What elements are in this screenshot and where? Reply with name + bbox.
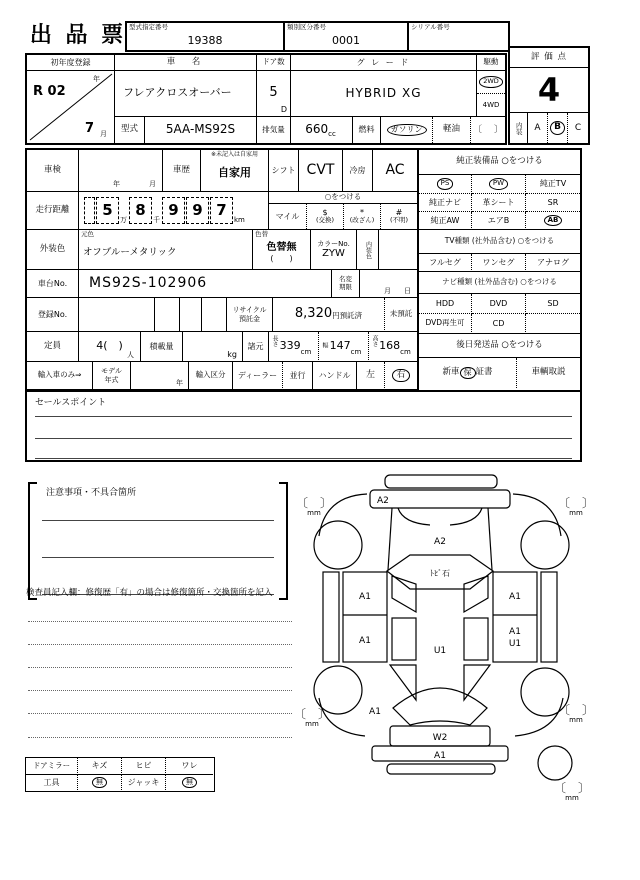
warranty-cell (419, 358, 517, 388)
mark-floor: U1 (433, 646, 447, 656)
tread-spare-bracket: 〔 〕 (553, 781, 590, 795)
mark-left-rear-door: A1 (359, 636, 371, 646)
score-label: 評 価 点 (510, 48, 588, 68)
reg-no-cell-4 (202, 298, 227, 332)
capacity-number: 4( ) (96, 339, 123, 353)
dim-width-label: 幅 (321, 342, 328, 348)
wheel-front-left (314, 521, 362, 569)
inspector-note: 検査員記入欄：修復歴「有」の場合は修復箇所・交換箇所を記入 (26, 588, 273, 598)
front-bumper-strip (385, 475, 497, 488)
model-designation-value: 19388 (187, 34, 223, 48)
rocker-left (323, 572, 339, 662)
repaint-label: 色替 (255, 230, 268, 238)
interior-grade-b-circled: B (550, 121, 565, 135)
dim-width-value: 147 (329, 339, 351, 353)
caution-bracket-left (28, 482, 37, 600)
shift-label: シフト (269, 150, 299, 192)
tread-rear-right (554, 704, 598, 724)
odometer-tamper-symbol: * (360, 208, 364, 218)
import-type-label: 輸入区分 (189, 362, 233, 390)
tread-front-left (292, 497, 336, 517)
shift-value: CVT (299, 150, 343, 192)
handle-label: ハンドル (313, 362, 357, 390)
reg-no-label: 登録No. (27, 298, 79, 332)
mark-left-front-door: A1 (359, 592, 371, 602)
equipment-column (417, 150, 580, 390)
fuel-gasoline (381, 117, 433, 143)
ext-color-label: 外装色 (27, 230, 79, 270)
mark-front-panel: A2 (377, 496, 389, 506)
jack-none-circled: 無 (182, 777, 197, 789)
model-designation-cell (127, 23, 285, 50)
car-name-header: 車 名 (115, 55, 257, 71)
warranty-pre: 新車 (442, 367, 460, 378)
model-year-unit: 年 (176, 378, 183, 387)
dim-height-label: 高さ (371, 335, 378, 347)
interior-label (510, 113, 528, 143)
sales-point-label: セールスポイント (35, 398, 107, 408)
interior-label-text: 内装 (514, 121, 523, 135)
equip-navi: 純正ナビ (419, 194, 472, 212)
tread-front-left-mm: mm (307, 509, 321, 517)
mileage-sen-unit: 千 (153, 215, 160, 224)
repaint-cell (253, 230, 311, 270)
class-code-label: 類別区分番号 (287, 23, 326, 31)
color-no-cell (311, 230, 357, 270)
inspector-line-2 (28, 644, 292, 645)
history-note: ※未記入は自家用 (210, 151, 259, 158)
capacity-label: 定員 (27, 332, 79, 362)
equip-tv: 純正TV (526, 175, 580, 194)
odometer-tamper (344, 204, 381, 229)
handle-right (385, 362, 417, 390)
spare-tire (538, 746, 572, 780)
tread-spare-mm: mm (565, 794, 579, 802)
cool-label: 冷房 (343, 150, 373, 192)
detail-block (25, 148, 582, 462)
tread-front-right-mm: mm (569, 509, 583, 517)
mirror-crack: ヒビ (122, 758, 166, 775)
navi-dvd-play: DVD再生可 (419, 314, 472, 334)
sales-point-section (27, 390, 580, 460)
grade-header: グ レ ー ド (291, 55, 477, 71)
model-code-label: 型式 (115, 117, 145, 143)
tv-analog: アナログ (526, 254, 580, 272)
recycle-label (227, 298, 273, 332)
chassis-label: 車台No. (27, 270, 79, 298)
sales-line-1 (35, 416, 572, 417)
inspector-line-3 (28, 667, 292, 668)
navi-sd: SD (526, 294, 580, 314)
main-table (25, 53, 507, 145)
drive-2wd-circled: 2WD (479, 76, 503, 87)
cool-value: AC (373, 150, 417, 192)
mileage-digits (79, 192, 269, 230)
doors-count: 5 (269, 85, 278, 101)
tools-label: 工具 (26, 775, 78, 790)
drive-header: 駆動 (477, 55, 505, 71)
dims-label: 諸元 (243, 332, 269, 362)
dim-length-unit: cm (300, 347, 312, 356)
name-change-date (360, 270, 417, 298)
tv-one-seg: ワンセグ (472, 254, 526, 272)
mirror-break: ワレ (166, 758, 213, 775)
headlight-left (398, 508, 430, 525)
page-title: 出 品 票 (29, 23, 127, 49)
equip-ab-circled: AB (544, 215, 563, 227)
pillar-left (388, 508, 392, 570)
interior-grade-a: A (528, 113, 548, 143)
name-change-label-2: 期限 (339, 282, 352, 291)
tread-rear-left (290, 708, 334, 728)
mirror-tools-table (25, 757, 215, 792)
odometer-tamper-label: (改ざん) (349, 216, 375, 225)
dim-length-label: 長さ (271, 335, 278, 347)
model-year-label (93, 362, 131, 390)
fuel-paren-open: 〔 (473, 124, 483, 135)
navi-dvd: DVD (472, 294, 526, 314)
headlight-right (450, 508, 482, 525)
load-unit: kg (227, 349, 237, 359)
door-mirror-label: ドアミラー (26, 758, 78, 775)
model-year-label-2: 年式 (104, 375, 119, 384)
jack-none (166, 775, 213, 790)
repaint-paren: ( ) (270, 253, 293, 263)
first-reg-era: R 02 (33, 84, 66, 99)
recycle-amount-number: 8,320 (294, 306, 333, 322)
import-parallel: 並行 (283, 362, 313, 390)
shaken-label: 車検 (27, 150, 79, 192)
mileage-digit-empty (84, 197, 95, 224)
sales-line-2 (35, 438, 572, 439)
shaken-year-suffix: 年 (113, 179, 120, 188)
fuel-diesel: 軽油 (433, 117, 471, 143)
first-reg-cell (27, 71, 115, 143)
odometer-exchange-symbol: $ (322, 208, 328, 218)
navi-type-header: ナビ種類 (社外品含む) ○をつける (419, 272, 580, 294)
tread-front-left-bracket: 〔 〕 (295, 496, 332, 510)
orig-color-label: 元色 (81, 230, 94, 238)
tread-rear-left-bracket: 〔 〕 (293, 707, 330, 721)
mark-left-quarter: A1 (369, 707, 381, 717)
int-color-value-cell (379, 230, 417, 270)
chassis-value: MS92S-102906 (79, 270, 332, 298)
interior-grade-b (548, 113, 568, 143)
orig-color-value: オフブルーメタリック (83, 247, 177, 259)
mark-right-rear-door-a1: A1 (509, 627, 521, 637)
navi-blank (526, 314, 580, 334)
mark-rear-gate: W2 (432, 733, 448, 743)
equip-ps (419, 175, 472, 194)
mileage-digit-3: 7 (210, 197, 233, 224)
color-no-value: ZYW (322, 247, 345, 259)
first-reg-year-suffix: 年 (93, 75, 100, 83)
header-code-boxes (125, 21, 510, 52)
capacity-unit: 人 (127, 350, 134, 359)
odometer-exchange (307, 204, 344, 229)
model-year-label-1: モデル (101, 367, 122, 376)
tools-none-circled: 無 (92, 777, 107, 789)
fuel-gasoline-circled: ガソリン (387, 124, 427, 137)
mark-rear-bumper: A1 (434, 751, 446, 761)
tv-type-header: TV種類 (社外品含む) ○をつける (419, 230, 580, 254)
name-change-label-1: 名変 (339, 275, 352, 284)
window-strip-right-front (464, 576, 488, 612)
name-change-month: 月 (384, 286, 391, 295)
inspector-line-6 (28, 737, 292, 738)
drive-2wd (477, 71, 505, 94)
fuel-other (471, 117, 505, 143)
equip-ps-circled: PS (437, 178, 454, 190)
inspector-line-4 (28, 690, 292, 691)
score-box (508, 46, 590, 145)
model-year-value (131, 362, 189, 390)
int-color-label-cell (357, 230, 379, 270)
caution-line-2 (42, 557, 274, 558)
name-change-label (332, 270, 360, 298)
sales-line-3 (35, 458, 572, 459)
dim-width-unit: cm (350, 347, 362, 356)
mark-hood: A2 (434, 537, 446, 547)
dim-length (269, 332, 319, 362)
displacement-value (291, 117, 353, 143)
displacement-unit: cc (328, 129, 336, 138)
mileage-label: 走行距離 (27, 192, 79, 230)
model-designation-label: 型式指定番号 (129, 23, 168, 31)
car-name-value: フレアクロスオーバー (115, 71, 257, 117)
displacement-number: 660 (305, 122, 329, 137)
fuel-paren-close: 〕 (493, 124, 503, 135)
mileage-man-unit: 万 (120, 215, 127, 224)
shaken-date-cell (79, 150, 163, 192)
rear-window (393, 688, 487, 725)
window-strip-left-rear (392, 618, 416, 660)
mark-windshield: ﾄﾋﾞ石 (430, 569, 450, 578)
capacity-value (79, 332, 141, 362)
tread-rear-right-mm: mm (569, 716, 583, 724)
rear-bumper-lower (387, 764, 495, 774)
class-code-cell (285, 23, 409, 50)
mileage-sen-digit: 8 (129, 197, 152, 224)
model-code-value: 5AA-MS92S (145, 117, 257, 143)
recycle-label-2: 預託金 (239, 314, 260, 323)
equip-aw: 純正AW (419, 212, 472, 230)
first-reg-month: 7 (84, 121, 94, 137)
import-dealer: ディーラー (233, 362, 283, 390)
equip-pw-circled: PW (489, 178, 508, 190)
import-label: 輸入車のみ⇒ (27, 362, 93, 390)
odometer-unknown (381, 204, 417, 229)
name-change-day: 日 (404, 286, 411, 295)
tread-rear-left-mm: mm (305, 720, 319, 728)
jack-label: ジャッキ (122, 775, 166, 790)
warranty-post: 証書 (475, 367, 493, 378)
wheel-front-right (521, 521, 569, 569)
color-no-label: カラーNo. (317, 239, 350, 248)
caution-bracket-right (279, 482, 288, 600)
odometer-exchange-label: (交換) (315, 216, 335, 225)
odometer-unknown-label: (不明) (389, 216, 409, 225)
later-ship-header: 後日発送品 ○をつける (419, 334, 580, 358)
mileage-man-digit: 5 (96, 197, 119, 224)
recycle-label-1: リサイクル (232, 306, 267, 315)
manual-cell: 車輌取説 (531, 367, 566, 378)
reg-no-cell-3 (180, 298, 202, 332)
reg-no-cell-2 (155, 298, 180, 332)
warranty-circled: 保 (460, 367, 476, 380)
odometer-unknown-symbol: # (395, 208, 403, 218)
pillar-right (488, 508, 492, 570)
repaint-value: 色替無 (266, 242, 297, 254)
grade-value: HYBRID XG (291, 71, 477, 117)
window-strip-right-rear (464, 618, 488, 660)
handle-right-circled: 右 (392, 369, 409, 383)
mirror-scratch: キズ (78, 758, 122, 775)
dim-length-value: 339 (279, 339, 301, 353)
handle-left: 左 (357, 362, 385, 390)
equip-ab (526, 212, 580, 230)
caution-line-1 (42, 520, 274, 521)
equip-sr: SR (526, 194, 580, 212)
load-value (183, 332, 243, 362)
inspector-line-1 (28, 621, 292, 622)
recycle-amount-suffix: 円預託済 (332, 311, 363, 321)
doors-header: ドア数 (257, 55, 291, 71)
tools-none (78, 775, 122, 790)
mileage-digit-1: 9 (162, 197, 185, 224)
displacement-label: 排気量 (257, 117, 291, 143)
odometer-flag-cell (269, 192, 417, 230)
doors-value (257, 71, 291, 117)
recycle-amount (273, 298, 385, 332)
history-value-cell (201, 150, 269, 192)
equip-leather: 革シート (472, 194, 526, 212)
tread-front-right-bracket: 〔 〕 (557, 496, 594, 510)
tread-rear-right-bracket: 〔 〕 (557, 703, 594, 717)
equip-airb: エアB (472, 212, 526, 230)
load-label: 積載量 (141, 332, 183, 362)
navi-cd: CD (472, 314, 526, 334)
history-label: 車歴 (163, 150, 201, 192)
navi-hdd: HDD (419, 294, 472, 314)
reg-no-cell-1 (79, 298, 155, 332)
mark-right-front-door: A1 (509, 592, 521, 602)
inspector-line-5 (28, 713, 292, 714)
serial-cell (409, 23, 508, 50)
history-value: 自家用 (218, 166, 251, 180)
drive-4wd: 4WD (477, 94, 505, 117)
dim-height-value: 168 (379, 339, 401, 353)
class-code-value: 0001 (332, 34, 360, 48)
int-color-label: 内装色 (364, 240, 372, 259)
score-value: 4 (510, 68, 588, 113)
doors-unit: D (280, 104, 287, 114)
fuel-label: 燃料 (353, 117, 381, 143)
interior-grade-c: C (574, 122, 582, 133)
mileage-digit-2: 9 (186, 197, 209, 224)
window-strip-left-front (392, 576, 416, 612)
orig-color-cell (79, 230, 253, 270)
first-reg-month-suffix: 月 (100, 129, 107, 138)
tread-spare (550, 782, 594, 802)
equip-pw (472, 175, 526, 194)
mileage-unit: km (234, 215, 245, 224)
dim-height (369, 332, 417, 362)
rocker-right (541, 572, 557, 662)
serial-label: シリアル番号 (411, 23, 450, 31)
front-panel (370, 490, 510, 508)
dim-height-unit: cm (400, 347, 411, 356)
dim-width (319, 332, 369, 362)
mark-right-rear-door-u1: U1 (508, 639, 522, 649)
car-damage-diagram (295, 468, 595, 818)
first-reg-header: 初年度登録 (27, 55, 115, 71)
doors-left (343, 572, 387, 662)
tv-full-seg: フルセグ (419, 254, 472, 272)
caution-label: 注意事項・不具合箇所 (46, 488, 137, 498)
tread-front-right (554, 497, 598, 517)
equipment-header: 純正装備品 ○をつける (419, 150, 580, 175)
odometer-circle-note: ○をつける (269, 192, 417, 204)
recycle-none: 未預託 (385, 298, 417, 332)
odometer-mile: マイル (269, 204, 307, 229)
shaken-month-suffix: 月 (149, 179, 156, 188)
